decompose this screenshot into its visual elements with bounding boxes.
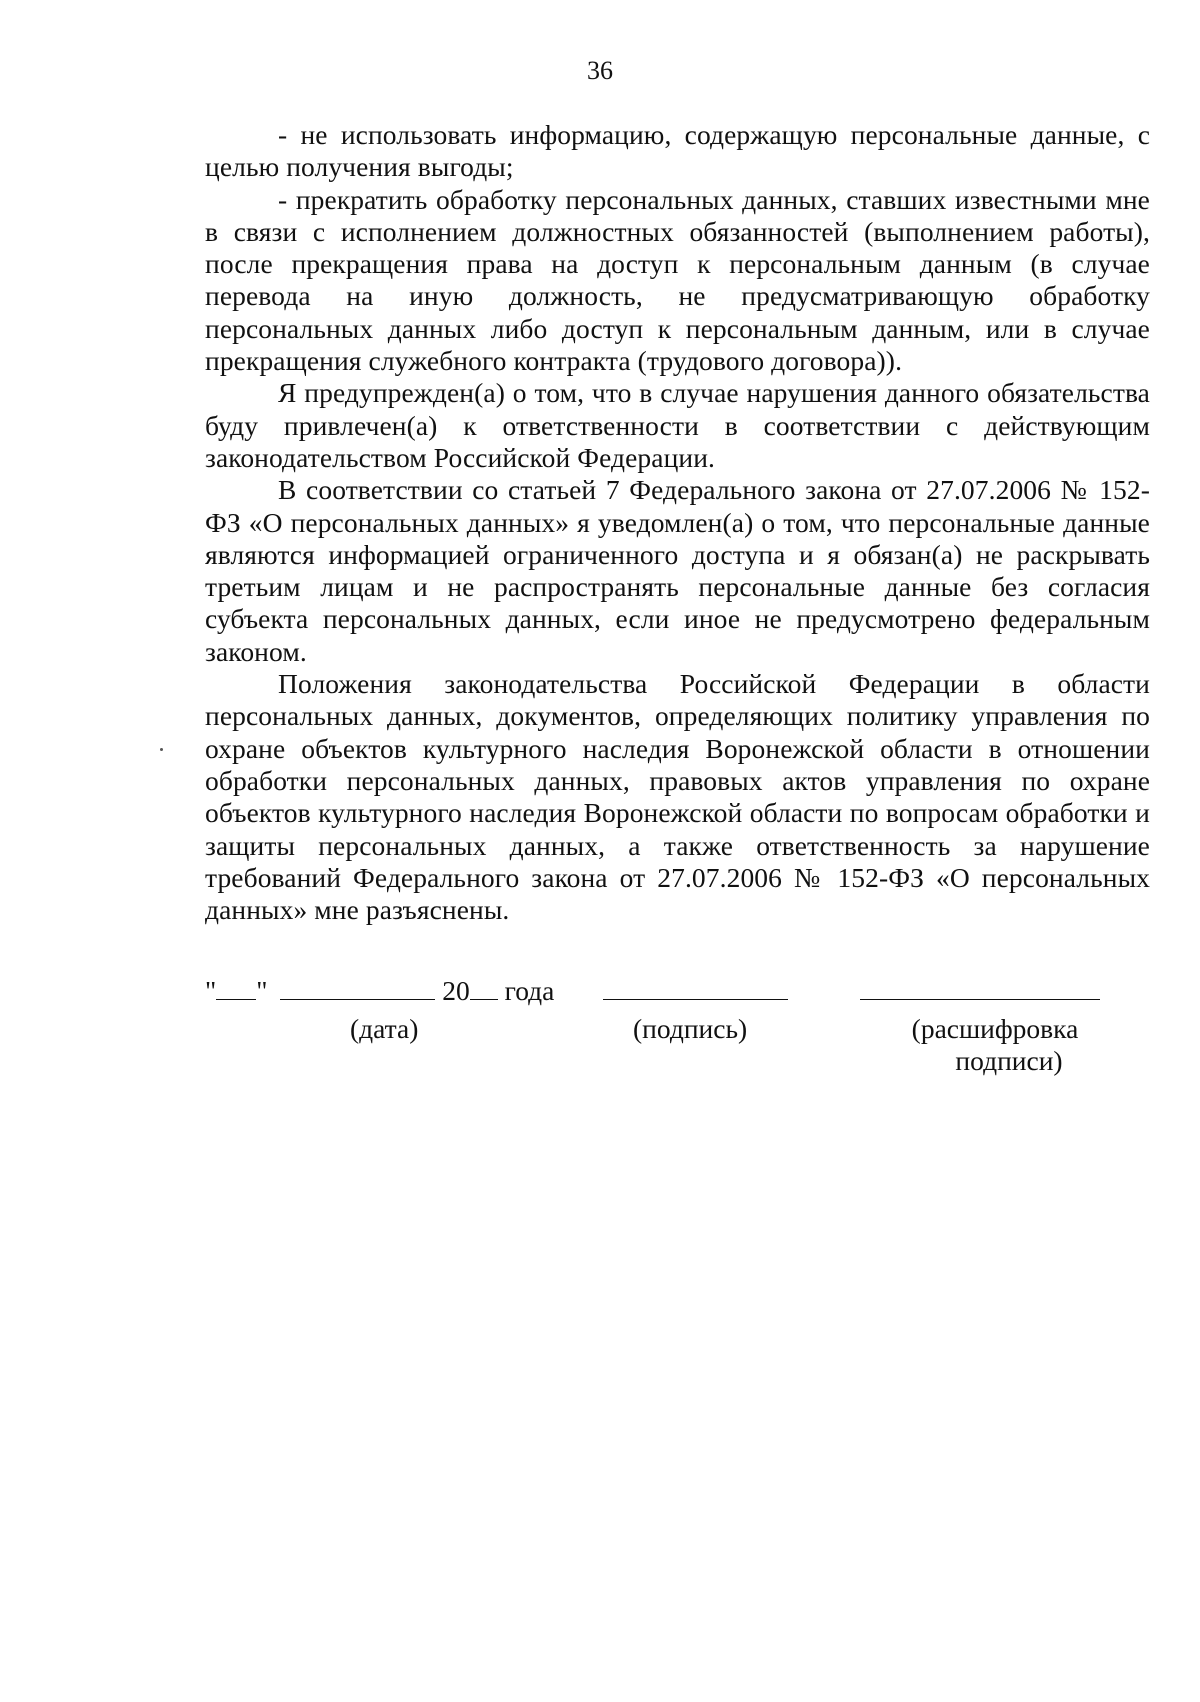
signature-caption: (подпись) [633,1013,748,1044]
year-prefix: 20 [442,975,470,1006]
day-close-quote: " [256,975,268,1006]
year-suffix: года [504,975,555,1006]
signature-line [603,975,788,1007]
date-caption: (дата) [350,1013,419,1044]
date-line [205,975,554,1007]
day-blank [216,975,256,1000]
paragraph-stop-processing: - прекратить обработку персональных данных, ставших известными мне в связи с исполнением должностных обязанностей (выполнением работы), после прекращения права на доступ к персональным данным (в случае перевода на иную должность, не предусматривающую обработку персональных данных либо доступ к персональным данным, или в случае прекращения служебного контракта (трудового договора)). [205,183,1150,377]
paragraph-article-7: В соответствии со статьей 7 Федерального закона от 27.07.2006 № 152-ФЗ «О персональных данных» я уведомлен(а) о том, что персональные данные являются информацией ограниченного доступа и я обязан(а) не раскрывать третьим лицам и не распространять персональные данные без согласия субъекта персональных данных, если иное не предусмотрено федеральным законом. [205,474,1150,667]
decoding-caption-line2: подписи) [955,1045,1063,1076]
decoding-line [860,975,1100,1007]
decoding-blank [860,975,1100,1000]
decoding-caption [910,1013,1080,1077]
month-blank [280,975,435,1000]
day-open-quote: " [205,975,217,1006]
signature-blank [603,975,788,1000]
paragraph-provisions-explained: Положения законодательства Российской Федерации в области персональных данных, документов, определяющих политику управления по охране объектов культурного наследия Воронежской области в отношении обработки персональных данных, правовых актов управления по охране объектов культурного наследия Воронежской области по вопросам обработки и защиты персональных данных, а также ответственность за нарушение требований Федерального закона от 27.07.2006 № 152-ФЗ «О персональных данных» мне разъяснены. [205,668,1150,926]
scan-speck [160,748,163,751]
paragraph-liability-warning: Я предупрежден(а) о том, что в случае нарушения данного обязательства буду привлечен(а) к ответственности в соответствии с действующим законодательством Российской Федерации. [205,377,1150,473]
paragraph-no-profit: - не использовать информацию, содержащую персональные данные, с целью получения выгоды; [205,119,1150,183]
year-blank [470,975,498,1000]
decoding-caption-line1: (расшифровка [911,1013,1079,1044]
page-number: 36 [587,56,613,85]
document-body [205,119,1150,926]
signature-block [205,975,1150,1095]
